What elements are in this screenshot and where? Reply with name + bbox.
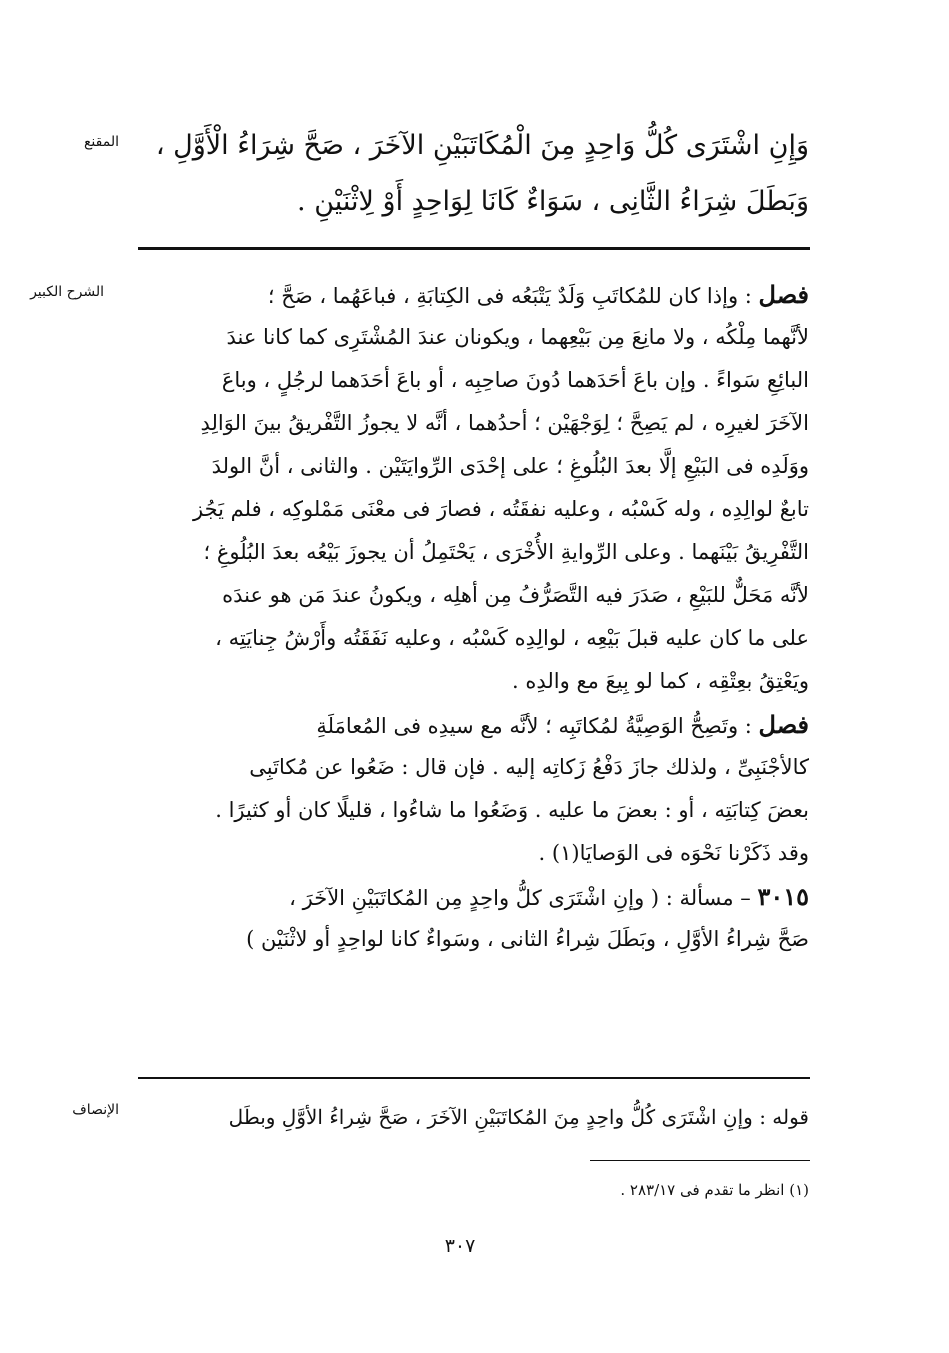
- sharh-line: وقد ذَكَرْنا نَحْوَه فى الوَصايَا(١) .: [538, 841, 809, 865]
- muqni-line: وَإِنِ اشْتَرَى كُلُّ وَاحِدٍ مِنَ الْمُكَاتَبَيْنِ الآخَرَ ، صَحَّ شِرَاءُ الْأَوَّلِ ،: [155, 130, 809, 161]
- label-sharh: الشرح الكبير: [30, 284, 104, 300]
- sharh-line: ووَلَدِه فى البَيْعِ إلَّا بعدَ البُلُوغِ ؛ على إحْدَى الرِّوايَتَيْن . والثانى ، أنَّ الولدَ: [211, 454, 809, 478]
- sharh-line: ويَعْتِقُ بعِتْقِه ، كما لو بِيعَ مع والدِه .: [512, 669, 809, 693]
- sharh-line: كالأجْنَبِىِّ ، ولذلك جازَ دَفْعُ زَكاتِه إليه . فإن قال : ضَعُوا عن مُكاتَبِى: [249, 755, 809, 779]
- insaf-line: قوله : وإنِ اشْتَرَى كُلُّ واحِدٍ مِنَ المُكاتَبَيْنِ الآخَرَ ، صَحَّ شِراءُ الأوَّلِ وبطَل: [228, 1105, 809, 1129]
- sharh-line: البائِعِ سَواءً . وإن باعَ أحَدَهما دُونَ صاحِبِه ، أو باعَ أحَدَهما لرجُلٍ ، وباعَ: [221, 368, 809, 392]
- footnote-line: (١) انظر ما تقدم فى ٢٨٣/١٧ .: [620, 1181, 809, 1199]
- sharh-line: [129, 273, 809, 316]
- footnote-divider: [590, 1160, 810, 1161]
- muqni-line: وَبَطَلَ شِرَاءُ الثَّانِى ، سَوَاءٌ كَانَا لِوَاحِدٍ أَوْ لِاثْنَيْنِ .: [297, 186, 809, 217]
- sharh-line: صَحَّ شِراءُ الأوَّلِ ، وبَطَلَ شِراءُ الثانى ، وسَواءٌ كانا لواحِدٍ أو لاثْنَيْن ): [246, 927, 809, 951]
- sharh-line: الآخَرَ لغيرِه ، لم يَصِحَّ ؛ لِوَجْهَيْن ؛ أحدُهما ، أنَّه لا يجوزُ التَّفْريقُ بينَ الوَالِدِ: [200, 411, 809, 435]
- sharh-text: [129, 273, 809, 961]
- sharh-line: [129, 703, 809, 746]
- sharh-line: لأنَّهما مِلْكُه ، ولا مانِعَ مِن بَيْعِهما ، ويكونان عندَ المُشْتَرِى كما كانا عندَ: [226, 325, 809, 349]
- section-heading: فصل: [758, 710, 809, 739]
- section-divider: [138, 1077, 810, 1079]
- section-divider: [138, 247, 810, 250]
- section-heading: فصل: [758, 280, 809, 309]
- sharh-line-text: – مسألة : ( وإنِ اشْتَرَى كلُّ واحِدٍ مِن المُكاتَبَيْنِ الآخَرَ ،: [289, 886, 751, 910]
- sharh-line: بعضَ كِتابَتِه ، أو : بعضَ ما عليه . وَضَعُوا ما شاءُوا ، قليلًا كان أو كثيرًا .: [215, 798, 809, 822]
- sharh-line: [129, 875, 809, 918]
- page-number: ٣٠٧: [444, 1235, 476, 1257]
- masala-number: ٣٠١٥: [757, 882, 809, 911]
- sharh-line-text: : وإذا كان للمُكاتَبِ وَلَدٌ يَتْبَعُه فى الكِتابَةِ ، فباعَهُما ، صَحَّ ؛: [267, 284, 752, 308]
- label-muqni: المقنع: [83, 134, 119, 150]
- sharh-line: لأنَّه مَحَلٌّ للبَيْعِ ، صَدَرَ فيه التَّصَرُّفُ مِن أهلِه ، ويكونُ عندَ مَن هو عندَه: [222, 583, 809, 607]
- insaf-text: [129, 1097, 809, 1137]
- sharh-line: على ما كان عليه قبلَ بَيْعِه ، لوالِدِه كَسْبُه ، وعليه نَفَقَتُه وأَرْشُ جِنايَتِه ،: [215, 626, 809, 650]
- muqni-text: [129, 118, 809, 230]
- sharh-line-text: : وتَصِحُّ الوَصِيَّةُ لمُكاتَبِه ؛ لأنَّه مع سيدِه فى المُعامَلَةِ: [316, 714, 752, 738]
- footnote: [129, 1177, 809, 1203]
- sharh-line: تابعٌ لوالِدِه ، وله كَسْبُه ، وعليه نفقَتُه ، فصارَ فى معْنَى مَمْلوكِه ، فلم يَجُز: [193, 497, 809, 521]
- label-insaf: الإنصاف: [72, 1102, 119, 1118]
- sharh-line: التَّفْرِيقُ بَيْنَهما . وعلى الرِّوايةِ الأُخْرَى ، يَحْتَمِلُ أن يجوزَ بَيْعُه بعدَ البُلُوغِ ؛: [203, 540, 809, 564]
